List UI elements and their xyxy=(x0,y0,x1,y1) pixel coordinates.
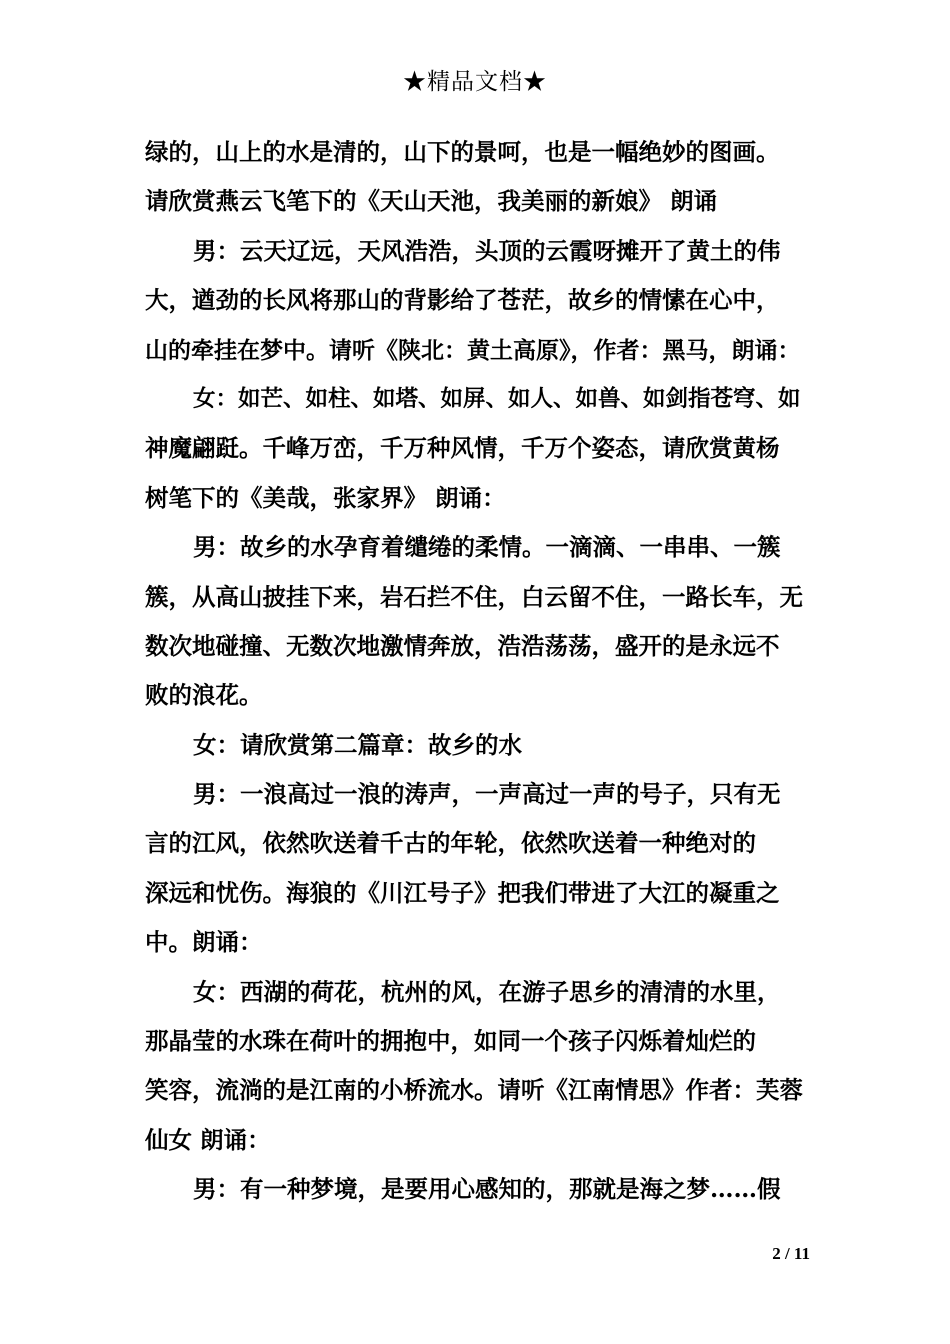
text-line: 女：请欣赏第二篇章：故乡的水 xyxy=(193,730,522,759)
text-line: 男：故乡的水孕育着缱绻的柔情。一滴滴、一串串、一簇 xyxy=(193,533,781,562)
text-line: 仙女 朗诵： xyxy=(145,1125,271,1154)
text-line: 那晶莹的水珠在荷叶的拥抱中，如同一个孩子闪烁着灿烂的 xyxy=(145,1027,756,1056)
page-number: 2 / 11 xyxy=(772,1244,810,1263)
text-line: 树笔下的《美哉，张家界》 朗诵： xyxy=(145,483,506,512)
text-line: 女：如芒、如柱、如塔、如屏、如人、如兽、如剑指苍穹、如 xyxy=(193,385,801,412)
text-line: 败的浪花。 xyxy=(145,681,263,710)
document-body xyxy=(145,128,810,1215)
text-line: 深远和忧伤。海狼的《川江号子》把我们带进了大江的凝重之 xyxy=(145,878,780,907)
text-line: 言的江风，依然吹送着千古的年轮，依然吹送着一种绝对的 xyxy=(145,829,756,858)
text-line: 簇，从高山披挂下来，岩石拦不住，白云留不住，一路长车，无 xyxy=(145,582,803,611)
text-line: 中。朗诵： xyxy=(145,928,263,957)
text-line: 请欣赏燕云飞笔下的《天山天池，我美丽的新娘》 朗诵 xyxy=(145,187,718,216)
text-line: 神魔翩跹。千峰万峦，千万种风情，千万个姿态，请欣赏黄杨 xyxy=(145,434,780,463)
text-line: 男：有一种梦境，是要用心感知的，那就是海之梦……假 xyxy=(193,1175,781,1204)
text-line: 男：一浪高过一浪的涛声，一声高过一声的号子，只有无 xyxy=(193,780,781,809)
page-header-title: ★精品文档★ xyxy=(403,69,547,95)
text-line: 女：西湖的荷花，杭州的风，在游子思乡的清清的水里， xyxy=(193,977,781,1006)
text-line: 山的牵挂在梦中。请听《陕北：黄土高原》，作者：黑马，朗诵： xyxy=(145,336,801,364)
text-line: 数次地碰撞、无数次地激情奔放，浩浩荡荡，盛开的是永远不 xyxy=(145,631,780,660)
text-line: 绿的，山上的水是清的，山下的景呵，也是一幅绝妙的图画。 xyxy=(145,138,780,166)
text-line: 大，遒劲的长风将那山的背影给了苍茫，故乡的情愫在心中， xyxy=(145,286,780,315)
text-line: 男：云天辽远，天风浩浩，头顶的云霞呀摊开了黄土的伟 xyxy=(193,236,781,265)
text-line: 笑容，流淌的是江南的小桥流水。请听《江南情思》作者：芙蓉 xyxy=(145,1076,803,1105)
